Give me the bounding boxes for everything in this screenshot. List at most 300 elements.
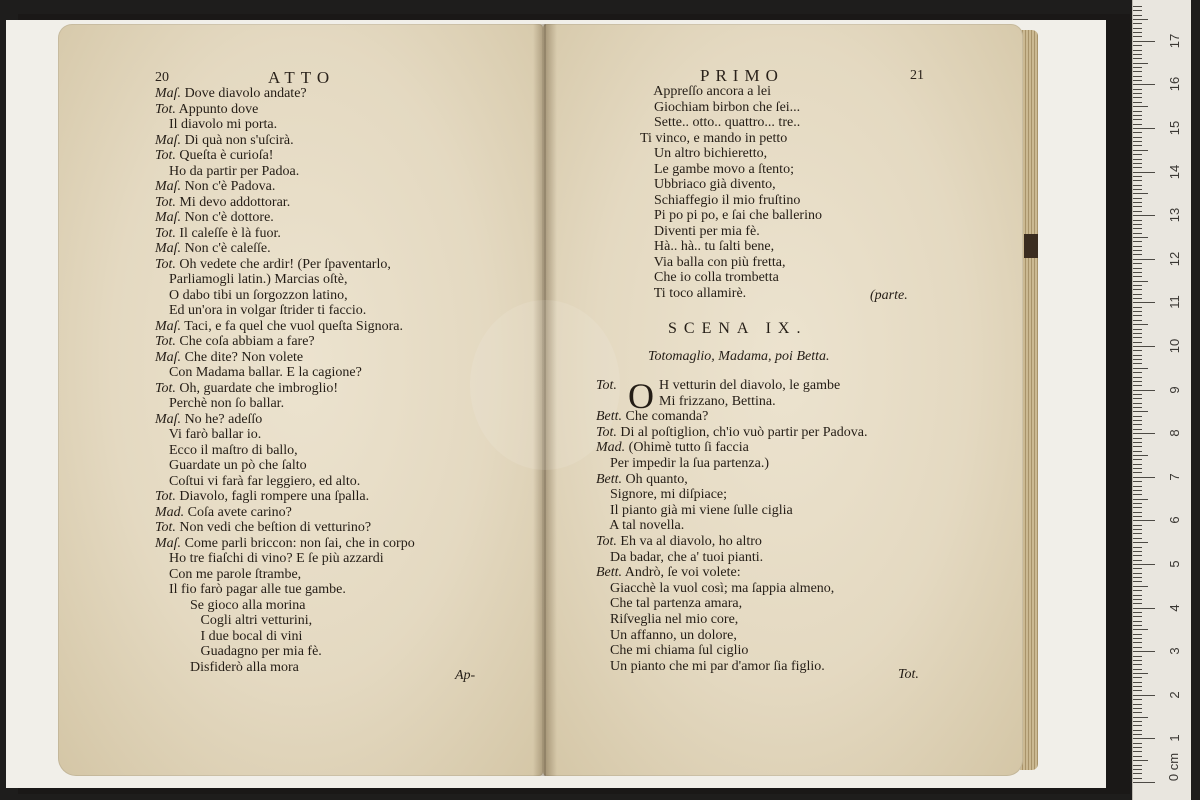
text-line xyxy=(155,365,362,380)
ruler-tick xyxy=(1133,481,1142,482)
text-line xyxy=(155,381,338,396)
ruler-tick xyxy=(1133,490,1142,491)
ruler-tick xyxy=(1133,751,1142,752)
ruler-tick xyxy=(1133,176,1142,177)
verse-line: Hà.. hà.. tu ſalti bene, xyxy=(640,239,775,254)
ruler-tick xyxy=(1133,564,1155,565)
ruler-tick xyxy=(1133,656,1142,657)
ruler-tick xyxy=(1133,599,1142,600)
line-text: Riſveglia nel mio core, xyxy=(596,612,739,627)
ruler-tick xyxy=(1133,272,1142,273)
ruler-tick xyxy=(1133,512,1142,513)
verse-line: Le gambe movo a ſtento; xyxy=(640,161,794,177)
dialogue-line xyxy=(659,394,776,409)
line-text: Non c'è Padova. xyxy=(181,179,276,194)
ruler-tick xyxy=(1133,494,1142,495)
ruler-tick xyxy=(1133,58,1142,59)
verse-line: Pi po pi po, e ſai che ballerino xyxy=(640,208,822,223)
ruler-tick xyxy=(1133,298,1142,299)
text-line xyxy=(155,427,261,442)
ruler-tick xyxy=(1133,538,1142,539)
ruler-tick xyxy=(1133,760,1148,761)
line-text: Signore, mi diſpiace; xyxy=(596,487,728,503)
ruler-tick xyxy=(1133,690,1142,691)
ruler-tick xyxy=(1133,159,1142,160)
line-text: Per impedir la ſua partenza.) xyxy=(596,456,769,471)
line-text: No he? adeſſo xyxy=(181,411,263,427)
text-line xyxy=(155,629,302,644)
ruler-number: 9 xyxy=(1167,385,1182,394)
ruler-tick xyxy=(1133,84,1155,85)
ruler-tick xyxy=(1133,651,1155,652)
speaker-label: Tot. xyxy=(155,380,176,396)
ruler-tick xyxy=(1133,647,1142,648)
ruler-tick xyxy=(1133,80,1142,81)
ruler-number: 8 xyxy=(1167,429,1182,437)
line-text: Di al poſtiglion, ch'io vuò partir per Padova. xyxy=(616,424,868,440)
ruler-tick xyxy=(1133,520,1155,521)
ruler-tick xyxy=(1133,54,1142,55)
ruler-tick xyxy=(1133,333,1142,334)
line-text: H vetturin del diavolo, le gambe xyxy=(659,378,841,393)
ruler-tick xyxy=(1133,612,1142,613)
ruler-tick xyxy=(1133,241,1142,242)
line-text: Il caleſſe è là fuor. xyxy=(175,225,281,241)
line-text: Che coſa abbiam a fare? xyxy=(175,334,315,349)
speaker-label: Tot. xyxy=(155,256,176,272)
dialogue-line xyxy=(596,628,737,643)
line-text: Il diavolo mi porta. xyxy=(155,117,278,132)
line-text: Dove diavolo andate? xyxy=(181,86,307,101)
ruler-tick xyxy=(1133,355,1142,356)
ruler-tick xyxy=(1133,743,1142,744)
ruler-tick xyxy=(1133,294,1142,295)
text-line xyxy=(155,117,277,132)
dialogue-line xyxy=(596,440,749,455)
verse-line: Che io colla trombetta xyxy=(640,270,779,285)
speaker-label: Maſ. xyxy=(155,318,182,334)
ruler-tick xyxy=(1133,289,1142,290)
ruler-tick xyxy=(1133,19,1148,20)
text-line xyxy=(155,86,307,101)
ruler-tick xyxy=(1133,551,1142,552)
line-text: Ho tre fiaſchi di vino? E ſe più azzardi xyxy=(155,551,384,566)
ruler-tick xyxy=(1133,246,1142,247)
ruler-unit-label: 0 cm xyxy=(1166,752,1181,782)
line-text: Oh, guardate che imbroglio! xyxy=(175,380,339,396)
ruler-tick xyxy=(1133,228,1142,229)
ruler-tick xyxy=(1133,307,1142,308)
ruler-tick xyxy=(1133,215,1155,216)
ruler-tick xyxy=(1133,189,1142,190)
ruler-tick xyxy=(1133,477,1155,478)
text-line xyxy=(155,520,371,535)
ruler-tick xyxy=(1133,429,1142,430)
speaker-label: Maſ. xyxy=(155,349,182,365)
binding-clip xyxy=(1024,234,1038,258)
speaker-label: Maſ. xyxy=(155,86,182,101)
line-text: Cogli altri vetturini, xyxy=(155,613,313,628)
line-text: Ed un'ora in volgar ſtrider ti faccio. xyxy=(155,303,367,318)
ruler-tick xyxy=(1133,320,1142,321)
right-running-head: PRIMO xyxy=(700,66,784,85)
text-line xyxy=(155,257,391,272)
ruler-tick xyxy=(1133,202,1142,203)
text-line xyxy=(155,644,322,659)
dialogue-line xyxy=(596,565,741,580)
ruler-tick xyxy=(1133,337,1142,338)
ruler-tick xyxy=(1133,756,1142,757)
drop-cap: O xyxy=(628,376,654,416)
text-line xyxy=(155,660,299,675)
line-text: Andrò, ſe voi volete: xyxy=(622,565,741,581)
dialogue-line xyxy=(596,596,742,611)
ruler-tick xyxy=(1133,285,1142,286)
left-page-number: 20 xyxy=(155,70,169,85)
line-text: A tal novella. xyxy=(596,518,685,534)
ruler-tick xyxy=(1133,172,1155,173)
text-line xyxy=(155,458,307,473)
ruler-tick xyxy=(1133,568,1142,569)
line-text: Come parli briccon: non ſai, che in corpo xyxy=(181,535,415,551)
ruler-tick xyxy=(1133,595,1142,596)
ruler-tick xyxy=(1133,586,1148,587)
ruler-tick xyxy=(1133,254,1142,255)
ruler-tick xyxy=(1133,93,1142,94)
ruler-tick xyxy=(1133,342,1142,343)
ruler-tick xyxy=(1133,259,1155,260)
verse-line: Ubbriaco già divento, xyxy=(640,177,776,192)
line-text: Da badar, che a' tuoi pianti. xyxy=(596,549,764,565)
ruler-tick xyxy=(1133,682,1142,683)
ruler-tick xyxy=(1133,346,1155,347)
ruler-tick xyxy=(1133,424,1142,425)
verse-line: Diventi per mia fè. xyxy=(640,223,760,239)
left-catchword: Ap- xyxy=(455,668,476,683)
line-text: (Ohimè tutto ſi faccia xyxy=(625,440,749,456)
ruler-number: 4 xyxy=(1167,603,1182,612)
ruler-tick xyxy=(1133,442,1142,443)
line-text: Mi devo addottorar. xyxy=(175,194,291,210)
ruler-tick xyxy=(1133,381,1142,382)
ruler-tick xyxy=(1133,36,1142,37)
line-text: Coſa avete carino? xyxy=(184,504,292,520)
line-text: Il pianto già mi viene ſulle ciglia xyxy=(596,502,793,518)
line-text: Giacchè la vuol così; ma ſappia almeno, xyxy=(596,580,835,596)
ruler-tick xyxy=(1133,359,1142,360)
ruler-tick xyxy=(1133,350,1142,351)
ruler-tick xyxy=(1133,769,1142,770)
ruler-tick xyxy=(1133,102,1142,103)
ruler-number: 10 xyxy=(1167,338,1182,354)
ruler-tick xyxy=(1133,734,1142,735)
ruler-tick xyxy=(1133,603,1142,604)
ruler-tick xyxy=(1133,673,1148,674)
ruler-tick xyxy=(1133,747,1142,748)
ruler-tick xyxy=(1133,730,1142,731)
ruler-tick xyxy=(1133,629,1148,630)
ruler-number: 13 xyxy=(1167,207,1182,223)
ruler-tick xyxy=(1133,63,1148,64)
right-page-number: 21 xyxy=(910,68,924,83)
line-text: Oh quanto, xyxy=(622,471,688,487)
ruler-tick xyxy=(1133,725,1142,726)
speaker-label: Tot. xyxy=(596,424,617,440)
ruler-tick xyxy=(1133,782,1155,783)
ruler-tick xyxy=(1133,302,1155,303)
speaker-label: Maſ. xyxy=(155,411,182,427)
ruler-tick xyxy=(1133,625,1142,626)
ruler-number: 17 xyxy=(1167,33,1182,49)
line-text: Non vedi che beſtion di vetturino? xyxy=(175,520,372,535)
ruler-tick xyxy=(1133,664,1142,665)
scene-title: SCENA IX. xyxy=(668,320,808,337)
ruler-number: 7 xyxy=(1167,473,1182,481)
ruler-tick xyxy=(1133,137,1142,138)
ruler-tick xyxy=(1133,438,1142,439)
line-text: Un affanno, un dolore, xyxy=(596,627,737,643)
dialogue-line xyxy=(596,534,762,549)
ruler-tick xyxy=(1133,765,1142,766)
text-line xyxy=(155,288,348,303)
text-line xyxy=(155,598,305,613)
ruler-tick xyxy=(1133,660,1142,661)
ruler-tick xyxy=(1133,28,1142,29)
verse-line: Sette.. otto.. quattro... tre.. xyxy=(640,115,801,130)
dialogue-line xyxy=(596,581,834,596)
ruler-tick xyxy=(1133,10,1142,11)
speaker-label: Maſ. xyxy=(155,132,182,148)
verse-line: Appreſſo ancora a lei xyxy=(640,84,772,99)
scene-characters: Totomaglio, Madama, poi Betta. xyxy=(648,349,830,364)
ruler-tick xyxy=(1133,15,1142,16)
text-line xyxy=(155,226,281,241)
text-line xyxy=(155,210,274,225)
ruler-tick xyxy=(1133,97,1142,98)
speaker-label: Tot. xyxy=(596,534,617,549)
ruler-tick xyxy=(1133,547,1142,548)
ruler-tick xyxy=(1133,145,1142,146)
ruler-tick xyxy=(1133,499,1148,500)
text-line xyxy=(155,412,262,427)
verse-line: Giochiam birbon che ſei... xyxy=(640,99,801,115)
ruler-tick xyxy=(1133,590,1142,591)
ruler-tick xyxy=(1133,211,1142,212)
ruler-tick xyxy=(1133,23,1142,24)
ruler-tick xyxy=(1133,621,1142,622)
left-running-head: ATTO xyxy=(268,68,336,87)
ruler-tick xyxy=(1133,233,1142,234)
ruler-tick xyxy=(1133,695,1155,696)
text-line xyxy=(155,241,271,256)
ruler-tick xyxy=(1133,50,1142,51)
ruler-tick xyxy=(1133,106,1148,107)
dialogue-line xyxy=(596,472,688,487)
line-text: Con Madama ballar. E la cagione? xyxy=(155,365,362,380)
ruler-tick xyxy=(1133,516,1142,517)
speaker-label: Tot. xyxy=(155,194,176,210)
ruler-tick xyxy=(1133,686,1142,687)
dialogue-line xyxy=(596,409,708,424)
text-line xyxy=(155,319,403,334)
ruler-tick xyxy=(1133,198,1142,199)
ruler-tick xyxy=(1133,669,1142,670)
ruler-tick xyxy=(1133,132,1142,133)
speaker-label: Tot. xyxy=(155,489,176,504)
ruler-tick xyxy=(1133,41,1155,42)
ruler-tick xyxy=(1133,124,1142,125)
ruler-tick xyxy=(1133,451,1142,452)
line-text: Disfiderò alla mora xyxy=(155,659,299,675)
speaker-label: Maſ. xyxy=(155,179,182,194)
line-text: Il fio farò pagar alle tue gambe. xyxy=(155,582,346,597)
ruler-tick xyxy=(1133,503,1142,504)
ruler-tick xyxy=(1133,185,1142,186)
ruler-tick xyxy=(1133,128,1155,129)
dialogue-line xyxy=(596,456,769,471)
ruler-tick xyxy=(1133,111,1142,112)
line-text: Queſta è curioſa! xyxy=(175,148,274,163)
line-text: Eh va al diavolo, ho altro xyxy=(616,534,762,549)
text-line xyxy=(155,303,366,318)
ruler-tick xyxy=(1133,150,1148,151)
text-line xyxy=(155,567,301,582)
ruler-tick xyxy=(1133,608,1155,609)
ruler-tick xyxy=(1133,778,1142,779)
line-text: I due bocal di vini xyxy=(155,628,303,644)
dialogue-line xyxy=(596,659,825,674)
text-line xyxy=(155,613,312,628)
speaker-label: Bett. xyxy=(596,565,623,581)
exit-note: (parte. xyxy=(870,288,908,303)
speaker-label: Bett. xyxy=(596,471,623,487)
ruler-number: 1 xyxy=(1167,734,1182,743)
text-line xyxy=(155,334,315,349)
text-line xyxy=(155,489,369,504)
ruler-tick xyxy=(1133,472,1142,473)
line-text: Che mi chiama ſul ciglio xyxy=(596,643,749,659)
dialogue-line xyxy=(596,378,841,393)
ruler-tick xyxy=(1133,738,1155,739)
ruler-tick xyxy=(1133,268,1142,269)
line-text: Ho da partir per Padoa. xyxy=(155,163,300,179)
verse-line: Via balla con più fretta, xyxy=(640,254,786,270)
ruler-tick xyxy=(1133,573,1142,574)
ruler-tick xyxy=(1133,180,1142,181)
speaker-label: Tot. xyxy=(155,334,176,349)
verse-line: Ti vinco, e mando in petto xyxy=(640,130,788,146)
speaker-label: Mad. xyxy=(596,440,626,456)
line-text: Ecco il maſtro di ballo, xyxy=(155,442,298,458)
text-line xyxy=(155,272,347,287)
line-text: Che comanda? xyxy=(622,409,709,425)
dialogue-line xyxy=(596,425,867,440)
line-text: Mi frizzano, Bettina. xyxy=(659,393,776,409)
line-text: Non c'è caleſſe. xyxy=(181,241,271,256)
ruler-tick xyxy=(1133,220,1142,221)
ruler-number: 5 xyxy=(1167,560,1182,568)
ruler-tick xyxy=(1133,281,1148,282)
line-text: Con me parole ſtrambe, xyxy=(155,566,302,582)
speaker-label: Mad. xyxy=(155,504,185,520)
line-text: Un pianto che mi par d'amor ſia figlio. xyxy=(596,658,825,674)
ruler-tick xyxy=(1133,167,1142,168)
dialogue-line xyxy=(596,487,727,502)
ruler-tick xyxy=(1133,717,1148,718)
line-text: Guardate un pò che ſalto xyxy=(155,458,307,473)
ruler-tick xyxy=(1133,377,1142,378)
ruler-tick xyxy=(1133,416,1142,417)
ruler-tick xyxy=(1133,468,1142,469)
text-line xyxy=(155,133,294,148)
line-text: Oh vedete che ardir! (Per ſpaventarlo, xyxy=(175,256,391,272)
ruler-tick xyxy=(1133,206,1142,207)
ruler-tick xyxy=(1133,525,1142,526)
ruler-tick xyxy=(1133,193,1148,194)
ruler-tick xyxy=(1133,311,1142,312)
text-line xyxy=(155,582,346,597)
ruler-tick xyxy=(1133,67,1142,68)
ruler-tick xyxy=(1133,529,1142,530)
dialogue-line xyxy=(596,550,763,565)
ruler-tick xyxy=(1133,555,1142,556)
ruler-tick xyxy=(1133,45,1142,46)
ruler-tick xyxy=(1133,411,1148,412)
verse-line: Schiaffegio il mio fruſtino xyxy=(640,192,801,208)
ruler-tick xyxy=(1133,642,1142,643)
line-text: Di quà non s'uſcirà. xyxy=(181,132,294,148)
ruler-tick xyxy=(1133,486,1142,487)
line-text: Non c'è dottore. xyxy=(181,210,274,225)
text-line xyxy=(155,396,284,411)
ruler-tick xyxy=(1133,542,1148,543)
ruler-tick xyxy=(1133,141,1142,142)
speaker-label: Bett. xyxy=(596,409,623,425)
ruler-tick xyxy=(1133,507,1142,508)
dialogue-line xyxy=(596,503,793,518)
line-text: Se gioco alla morina xyxy=(155,597,306,613)
ruler-tick xyxy=(1133,704,1142,705)
ruler-tick xyxy=(1133,224,1142,225)
ruler-number: 6 xyxy=(1167,516,1182,525)
ruler-number: 14 xyxy=(1167,164,1182,179)
verse-line: Ti toco allamirè. xyxy=(640,285,747,301)
ruler-tick xyxy=(1133,433,1155,434)
ruler-tick xyxy=(1133,276,1142,277)
speaker-label: Maſ. xyxy=(155,210,182,225)
ruler-tick xyxy=(1133,398,1142,399)
right-catchword: Tot. xyxy=(898,667,919,682)
line-text: Taci, e fa quel che vuol queſta Signora. xyxy=(181,318,403,334)
line-text: Vi farò ballar io. xyxy=(155,427,262,442)
text-line xyxy=(155,164,299,179)
dialogue-line xyxy=(596,518,684,533)
ruler-tick xyxy=(1133,446,1142,447)
ruler-tick xyxy=(1133,455,1148,456)
ruler-tick xyxy=(1133,712,1142,713)
ruler-tick xyxy=(1133,237,1148,238)
speaker-label: Tot. xyxy=(596,378,617,393)
ruler-tick xyxy=(1133,773,1142,774)
ruler-tick xyxy=(1133,394,1142,395)
ruler-tick xyxy=(1133,315,1142,316)
ruler-number: 3 xyxy=(1167,647,1182,655)
speaker-label: Maſ. xyxy=(155,535,182,551)
ruler-tick xyxy=(1133,390,1155,391)
line-text: Che tal partenza amara, xyxy=(596,596,743,612)
speaker-label: Tot. xyxy=(155,225,176,241)
speaker-label: Tot. xyxy=(155,101,176,117)
